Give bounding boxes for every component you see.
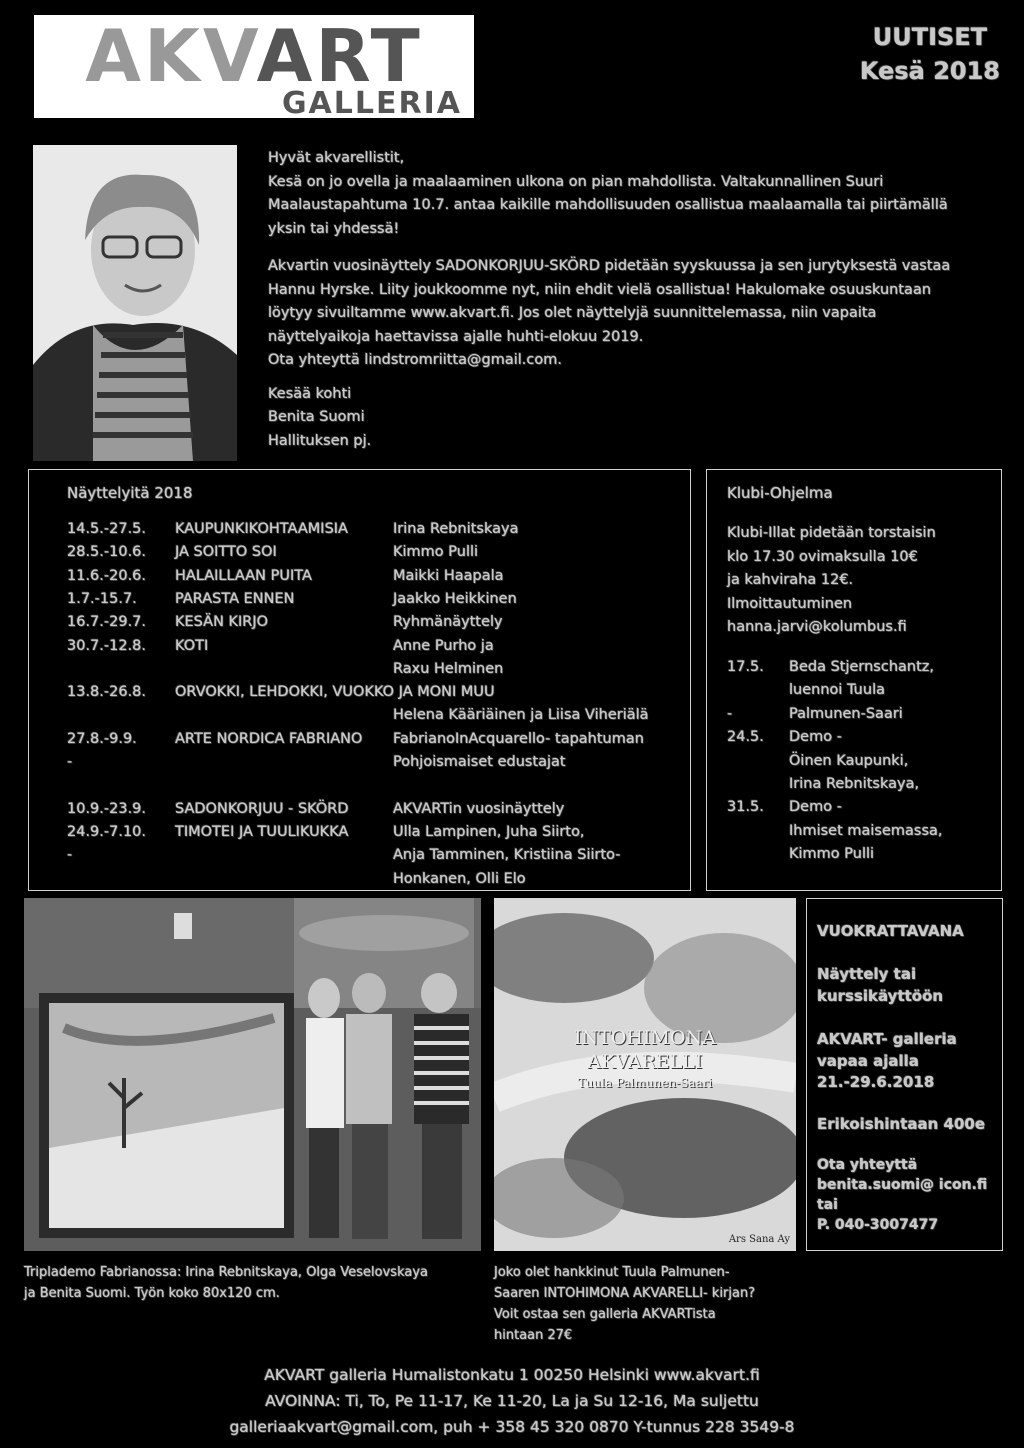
book-author: Tuula Palmunen-Saari	[577, 1076, 713, 1090]
club-event-text: Beda Stjernschantz,	[789, 659, 934, 675]
footer-address: AKVART galleria Humalistonkatu 1 00250 Helsinki www.akvart.fi	[264, 1366, 760, 1384]
exhibition-artist: Pohjoismaiset edustajat	[393, 754, 566, 770]
exhibition-title: ORVOKKI, LEHDOKKI, VUOKKO JA MONI MUU	[175, 684, 495, 701]
letter-paragraph-1: Kesä on jo ovella ja maalaaminen ulkona on pian mahdollista. Valtakunnallinen Suuri Maalaustapahtuma 10.7. antaa kaikille mahdollisuuden osallistua maalaamalla tai piirtämällä yksin tai yhdessä!	[268, 173, 948, 237]
book-publisher: Ars Sana Ay	[728, 1234, 790, 1245]
logo-wordmark: AKVART	[85, 14, 423, 98]
rental-contact: Ota yhteyttä benita.suomi@ icon.fi tai P. 040-3007477	[817, 1157, 988, 1233]
exhibitions-panel	[28, 469, 691, 891]
exhibition-date: 13.8.-26.8.	[67, 684, 147, 701]
exhibition-artist: Ryhmänäyttely	[393, 614, 503, 631]
letter-paragraph-2: Akvartin vuosinäyttely SADONKORJUU-SKÖRD pidetään syyskuussa ja sen jurytyksestä vastaa Hannu Hyrske. Liity joukkoomme nyt, niin ehdit vielä osallistua! Hakulomake osuuskuntaan löytyy sivuiltamme www.akvart.fi. Jos olet näyttelyjä suunnittelemassa, niin vapaita näyttelyaikoja haettavissa ajalle huhti-elokuu 2019.	[268, 258, 951, 345]
exhibition-artist: Maikki Haapala	[393, 567, 504, 584]
galleria-logo	[34, 14, 474, 121]
exhibition-artist: Helena Kääriäinen ja Liisa Viheriälä	[393, 707, 649, 724]
club-event-text: Palmunen-Saari	[789, 705, 903, 722]
club-event-date: -	[727, 705, 733, 722]
issue-title: UUTISET	[872, 23, 988, 51]
exhibition-title: ARTE NORDICA FABRIANO	[175, 730, 363, 747]
club-event-text: luennoi Tuula	[789, 682, 885, 699]
exhibition-date: -	[67, 754, 73, 770]
club-event-date: 17.5.	[727, 659, 764, 675]
logo-subtitle: GALLERIA	[281, 86, 462, 121]
exhibition-title: PARASTA ENNEN	[175, 590, 295, 607]
exhibition-artist: Honkanen, Olli Elo	[393, 870, 526, 887]
issue-date: Kesä 2018	[859, 57, 1000, 85]
letter-greeting: Hyvät akvarellistit,	[268, 150, 405, 166]
exhibition-date: 27.8.-9.9.	[67, 730, 137, 747]
exhibition-title: HALAILLAAN PUITA	[175, 567, 312, 584]
exhibition-date: 30.7.-12.8.	[67, 637, 147, 654]
club-event-text: Öinen Kaupunki,	[789, 752, 909, 769]
club-program-panel	[706, 469, 1002, 891]
book-cover-image	[494, 898, 796, 1251]
letter-contact: Ota yhteyttä lindstromriitta@gmail.com.	[268, 352, 562, 368]
portrait-image	[33, 145, 237, 461]
exhibition-artist: Anne Purho ja	[393, 637, 494, 654]
club-event-text: Ihmiset maisemassa,	[789, 822, 943, 839]
club-event-date: 31.5.	[727, 799, 764, 816]
issue-heading	[860, 20, 1000, 88]
exhibition-date: 14.5.-27.5.	[67, 521, 147, 537]
letter-closing: Kesää kohti Benita Suomi Hallituksen pj.	[268, 385, 372, 449]
club-intro: Klubi-Illat pidetään torstaisin klo 17.30 ovimaksulla 10€ ja kahviraha 12€. Ilmoittautuminen hanna.jarvi@kolumbus.fi	[727, 522, 997, 640]
club-event-text: Demo -	[789, 729, 842, 746]
exhibition-artist: Ulla Lampinen, Juha Siirto,	[393, 823, 585, 840]
exhibition-date: 16.7.-29.7.	[67, 614, 147, 631]
letter-signature-name: Benita Suomi	[268, 409, 365, 425]
rental-use: Näyttely tai kurssikäyttöön	[817, 965, 944, 1005]
rental-title: VUOKRATTAVANA	[817, 922, 964, 940]
club-email: hanna.jarvi@kolumbus.fi	[727, 619, 907, 635]
club-event-text: Demo -	[789, 799, 842, 816]
chair-letter	[268, 147, 978, 453]
footer-contact	[0, 1362, 1024, 1440]
exhibition-artist: AKVARTin vuosinäyttely	[393, 800, 565, 817]
exhibition-artist: FabrianoInAcquarello- tapahtuman	[393, 730, 644, 747]
demo-photo-caption: Triplademo Fabrianossa: Irina Rebnitskaya, Olga Veselovskaya ja Benita Suomi. Työn koko 80x120 cm.	[24, 1265, 429, 1301]
club-event-text: Kimmo Pulli	[789, 846, 875, 863]
exhibition-date: 24.9.-7.10.	[67, 823, 147, 840]
fabriano-demo-photo	[24, 898, 481, 1251]
exhibition-date: 1.7.-15.7.	[67, 590, 137, 607]
footer-opening-hours: AVOINNA: Ti, To, Pe 11-17, Ke 11-20, La ja Su 12-16, Ma suljettu	[265, 1392, 759, 1410]
exhibition-artist: Raxu Helminen	[393, 660, 504, 677]
club-event-text: Irina Rebnitskaya,	[789, 776, 920, 792]
book-title: INTOHIMONA AKVARELLI Tuula Palmunen-Saari	[494, 1026, 796, 1092]
exhibition-date: 28.5.-10.6.	[67, 544, 147, 561]
exhibition-date: 11.6.-20.6.	[67, 567, 147, 584]
demo-photo-image	[24, 898, 481, 1251]
exhibition-title: KOTI	[175, 637, 209, 654]
chair-portrait-photo	[33, 145, 237, 461]
exhibition-title: SADONKORJUU - SKÖRD	[175, 800, 349, 817]
exhibition-title: KAUPUNKIKOHTAAMISIA	[175, 521, 348, 537]
exhibition-date: 10.9.-23.9.	[67, 800, 147, 817]
exhibition-artist: Anja Tamminen, Kristiina Siirto-	[393, 847, 621, 864]
rental-price: Erikoishintaan 400e	[817, 1115, 986, 1133]
exhibition-artist: Irina Rebnitskaya	[393, 521, 519, 537]
exhibition-title: TIMOTEI JA TUULIKUKKA	[175, 823, 349, 840]
footer-email-phone: galleriaakvart@gmail.com, puh + 358 45 320 0870 Y-tunnus 228 3549-8	[229, 1418, 795, 1436]
letter-paragraph-2-wrap	[268, 255, 978, 373]
exhibition-title: KESÄN KIRJO	[175, 614, 269, 631]
club-event-date: 24.5.	[727, 729, 764, 746]
book-caption: Joko olet hankkinut Tuula Palmunen- Saaren INTOHIMONA AKVARELLI- kirjan? Voit ostaa sen galleria AKVARTista hintaan 27€	[494, 1265, 756, 1343]
exhibitions-title: Näyttelyitä 2018	[67, 484, 193, 502]
club-title: Klubi-Ohjelma	[727, 484, 833, 502]
exhibition-artist: Jaakko Heikkinen	[393, 590, 517, 607]
exhibition-date: -	[67, 847, 73, 864]
exhibition-title: JA SOITTO SOI	[175, 544, 277, 561]
rental-panel	[806, 898, 1003, 1251]
rental-availability: AKVART- galleria vapaa ajalla 21.-29.6.2018	[817, 1030, 957, 1091]
exhibition-artist: Kimmo Pulli	[393, 544, 479, 561]
